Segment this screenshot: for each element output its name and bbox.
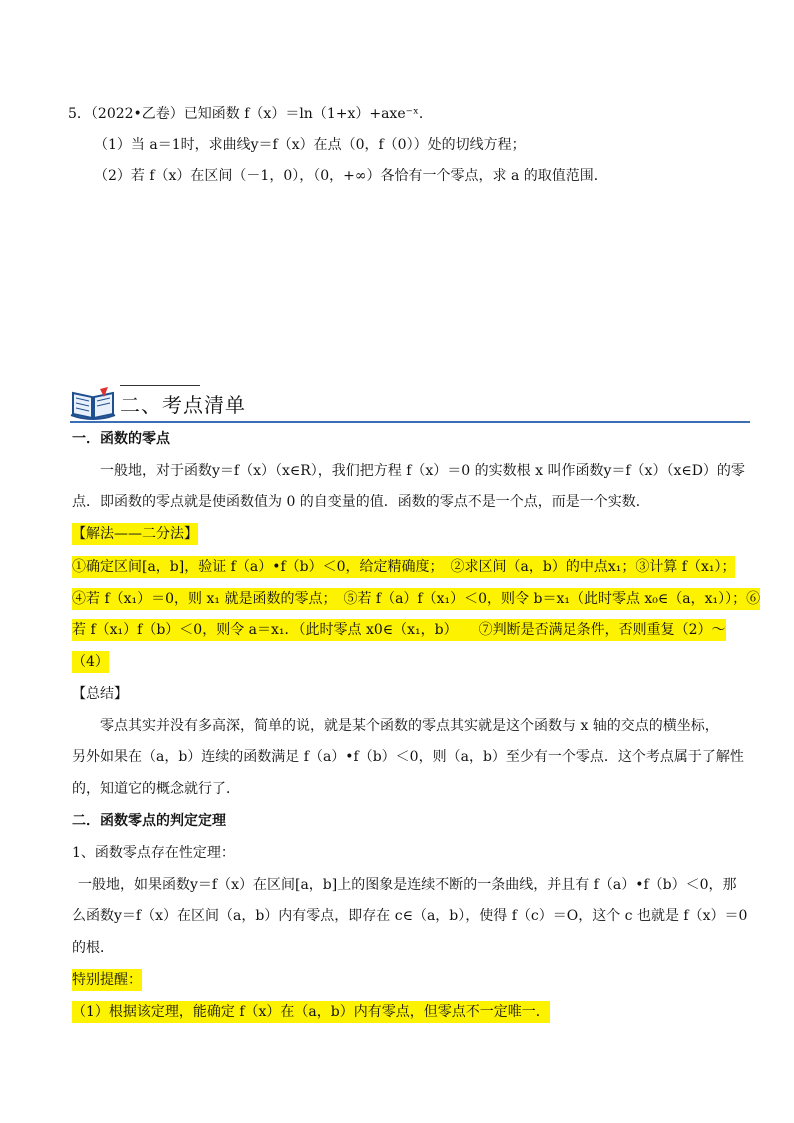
topic2-subheading: 1、函数零点存在性定理：: [72, 845, 235, 861]
summary-label: 【总结】: [72, 686, 128, 702]
method-line-4: （4）: [72, 651, 109, 673]
summary-line-1: 零点其实并没有多高深，简单的说，就是某个函数的零点其实就是这个函数与 x 轴的交点的横坐标，: [100, 718, 719, 734]
method-line-3: 若 f（x₁）f（b）＜0，则令 a＝x₁．（此时零点 x0∈（x₁，b） ⑦判断是否满足条件，否则重复（2）～: [72, 619, 726, 641]
method-line-2: ④若 f（x₁）＝0，则 x₁ 就是函数的零点； ⑤若 f（a）f（x₁）＜0，则令 b＝x₁（此时零点 x₀∈（a，x₁））；⑥: [72, 588, 760, 610]
header-short-line: [120, 385, 200, 386]
topic1-body-line-2: 点．即函数的零点就是使函数值为 0 的自变量的值．函数的零点不是一个点，而是一个实数．: [72, 494, 650, 510]
topic1-heading: 一．函数的零点: [72, 431, 170, 447]
topic2-heading: 二．函数零点的判定定理: [72, 813, 226, 829]
open-book-icon: [70, 385, 116, 421]
problem-stem: 5．（2022•乙卷）已知函数 f（x）＝ln（1+x）+axe⁻ˣ．: [68, 106, 433, 122]
summary-line-2: 另外如果在（a，b）连续的函数满足 f（a）•f（b）＜0，则（a，b）至少有一个零点．这个考点属于了解性: [72, 749, 744, 765]
problem-part-2: （2）若 f（x）在区间（－1，0），（0，+∞）各恰有一个零点，求 a 的取值范围．: [94, 168, 608, 184]
summary-line-3: 的，知道它的概念就行了．: [72, 781, 240, 797]
section-header: [68, 383, 750, 423]
header-rule: [70, 421, 750, 423]
method-line-1: ①确定区间[a，b]，验证 f（a）•f（b）＜0，给定精确度； ②求区间（a，b）的中点x₁；③计算 f（x₁）；: [72, 556, 735, 578]
section-title: 二、考点清单: [120, 393, 246, 417]
topic2-body-line-2: 么函数y＝f（x）在区间（a，b）内有零点，即存在 c∈（a，b），使得 f（c）＝O，这个 c 也就是 f（x）＝0: [72, 908, 748, 924]
reminder-line-1: （1）根据该定理，能确定 f（x）在（a，b）内有零点，但零点不一定唯一．: [72, 1001, 550, 1023]
problem-part-1: （1）当 a＝1时，求曲线y＝f（x）在点（0，f（0））处的切线方程；: [94, 137, 526, 153]
topic1-body-line-1: 一般地，对于函数y＝f（x）（x∈R），我们把方程 f（x）＝0 的实数根 x 叫作函数y＝f（x）（x∈D）的零: [100, 463, 745, 479]
topic2-body-line-3: 的根．: [72, 940, 114, 956]
topic2-body-line-1: 一般地，如果函数y＝f（x）在区间[a，b]上的图象是连续不断的一条曲线，并且有 f（a）•f（b）＜0，那: [78, 877, 737, 893]
reminder-label: 特别提醒：: [72, 969, 142, 991]
method-label: 【解法——二分法】: [72, 523, 198, 545]
